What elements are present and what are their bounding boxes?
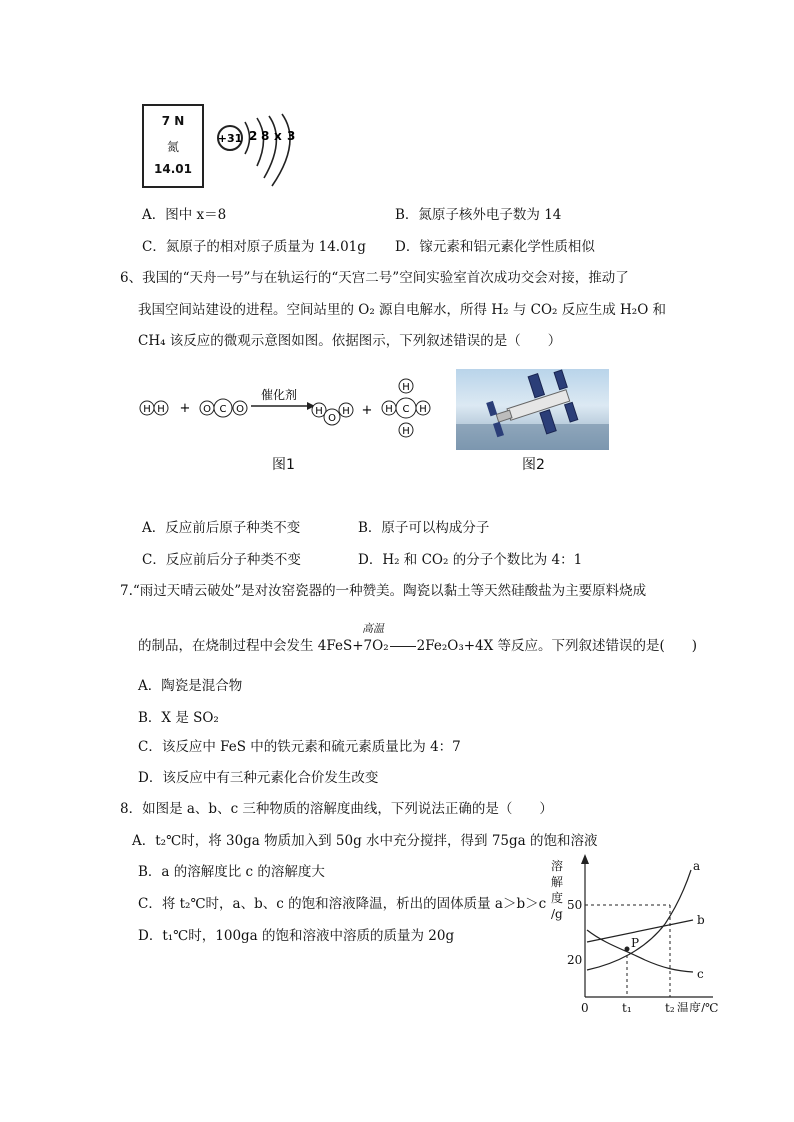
x-tick-t1: t₁ — [622, 1001, 632, 1012]
svg-text:H: H — [157, 404, 165, 415]
nucleus-charge: +31 — [217, 132, 243, 145]
q7-option-c: C．该反应中 FeS 中的铁元素和硫元素质量比为 4：7 — [138, 739, 461, 755]
element-card-nitrogen — [142, 104, 204, 188]
point-p-label: P — [631, 936, 640, 950]
x-axis-label: 温度/℃ — [677, 1001, 719, 1012]
q5-option-c: C．氮原子的相对原子质量为 14.01g — [142, 239, 366, 255]
shell-4: 3 — [287, 129, 296, 143]
x-origin-label: 0 — [581, 1001, 589, 1012]
svg-text:H: H — [143, 404, 151, 415]
q7-stem-line-1: 7.“雨过天晴云破处”是对汝窑瓷器的一种赞美。陶瓷以黏土等天然硅酸盐为主要原料烧成 — [120, 583, 647, 599]
q8-option-a: A．t₂℃时，将 30ga 物质加入到 50g 水中充分搅拌，得到 75ga 的饱和溶液 — [132, 833, 598, 849]
q8-option-d: D．t₁℃时，100ga 的饱和溶液中溶质的质量为 20g — [138, 928, 455, 944]
svg-text:H: H — [342, 406, 350, 417]
q7-equation-right: 2Fe₂O₃+4X 等反应。下列叙述错误的是( ) — [416, 638, 698, 654]
q7-reaction-condition: 高温 — [362, 622, 384, 635]
q7-stem-line-2 — [138, 636, 697, 656]
y-axis-arrow — [581, 854, 589, 864]
element-name: 氮 — [166, 140, 179, 154]
space-station-graphic — [456, 369, 609, 450]
svg-text:H: H — [402, 382, 410, 393]
y-label-char-1: 溶 — [551, 859, 564, 873]
y-tick-50: 50 — [567, 898, 583, 912]
y-label-char-4: /g — [551, 907, 563, 921]
q7-option-d: D．该反应中有三种元素化合价发生改变 — [138, 770, 379, 786]
svg-text:O: O — [328, 413, 336, 424]
y-label-char-2: 解 — [551, 875, 564, 889]
series-label-b: b — [697, 913, 705, 927]
svg-text:C: C — [219, 404, 227, 415]
svg-text:O: O — [203, 404, 211, 415]
q5-option-b: B．氮原子核外电子数为 14 — [395, 207, 562, 223]
svg-text:H: H — [402, 426, 410, 437]
atom-structure-diagram — [212, 110, 307, 190]
element-mass: 14.01 — [154, 162, 192, 176]
series-label-a: a — [693, 859, 701, 873]
intersection-point-p — [625, 947, 630, 952]
space-station-photo — [456, 369, 609, 450]
q8-stem: 8．如图是 a、b、c 三种物质的溶解度曲线，下列说法正确的是（ ） — [120, 801, 553, 817]
figure-1-label: 图1 — [272, 457, 295, 473]
svg-text:H: H — [315, 406, 323, 417]
y-label-char-3: 度 — [551, 891, 564, 905]
svg-text:C: C — [402, 404, 410, 415]
x-tick-t2: t₂ — [665, 1001, 675, 1012]
y-tick-20: 20 — [567, 953, 583, 967]
svg-text:+: + — [361, 403, 373, 418]
q7-option-a: A．陶瓷是混合物 — [138, 678, 243, 694]
catalyst-label: 催化剂 — [260, 388, 298, 402]
q7-equation-arrow — [390, 646, 416, 647]
q7-equation-left: 的制品，在烧制过程中会发生 4FeS+7O₂ — [138, 638, 389, 654]
q6-stem-line-3: CH₄ 该反应的微观示意图如图。依据图示，下列叙述错误的是（ ） — [138, 333, 562, 349]
shell-3: x — [274, 129, 282, 143]
q6-option-b: B．原子可以构成分子 — [358, 520, 490, 536]
q8-option-c: C．将 t₂℃时，a、b、c 的饱和溶液降温，析出的固体质量 a＞b＞c — [138, 896, 547, 912]
shell-2: 8 — [261, 129, 270, 143]
q7-option-b: B．X 是 SO₂ — [138, 710, 219, 726]
svg-text:O: O — [236, 404, 244, 415]
element-number-symbol: 7 N — [161, 114, 185, 128]
q5-option-d: D．镓元素和铝元素化学性质相似 — [395, 239, 595, 255]
q8-option-b: B．a 的溶解度比 c 的溶解度大 — [138, 864, 325, 880]
q6-stem-line-2: 我国空间站建设的进程。空间站里的 O₂ 源自电解水，所得 H₂ 与 CO₂ 反应生成 H₂O 和 — [138, 302, 667, 318]
svg-text:H: H — [419, 404, 427, 415]
q6-option-a: A．反应前后原子种类不变 — [142, 520, 301, 536]
q6-option-c: C．反应前后分子种类不变 — [142, 552, 301, 568]
curve-a — [587, 870, 691, 970]
reaction-micro-diagram — [135, 372, 445, 442]
shell-1: 2 — [249, 129, 258, 143]
curve-b — [587, 920, 693, 942]
svg-text:+: + — [179, 401, 191, 416]
svg-text:H: H — [385, 404, 393, 415]
q6-option-d: D．H₂ 和 CO₂ 的分子个数比为 4：1 — [358, 552, 583, 568]
q5-option-a: A．图中 x＝8 — [142, 207, 227, 223]
figure-2-label: 图2 — [522, 457, 545, 473]
solubility-chart — [545, 852, 730, 1012]
series-label-c: c — [697, 967, 704, 981]
q6-stem-line-1: 6、我国的“天舟一号”与在轨运行的“天宫二号”空间实验室首次成功交会对接，推动了 — [120, 270, 629, 286]
